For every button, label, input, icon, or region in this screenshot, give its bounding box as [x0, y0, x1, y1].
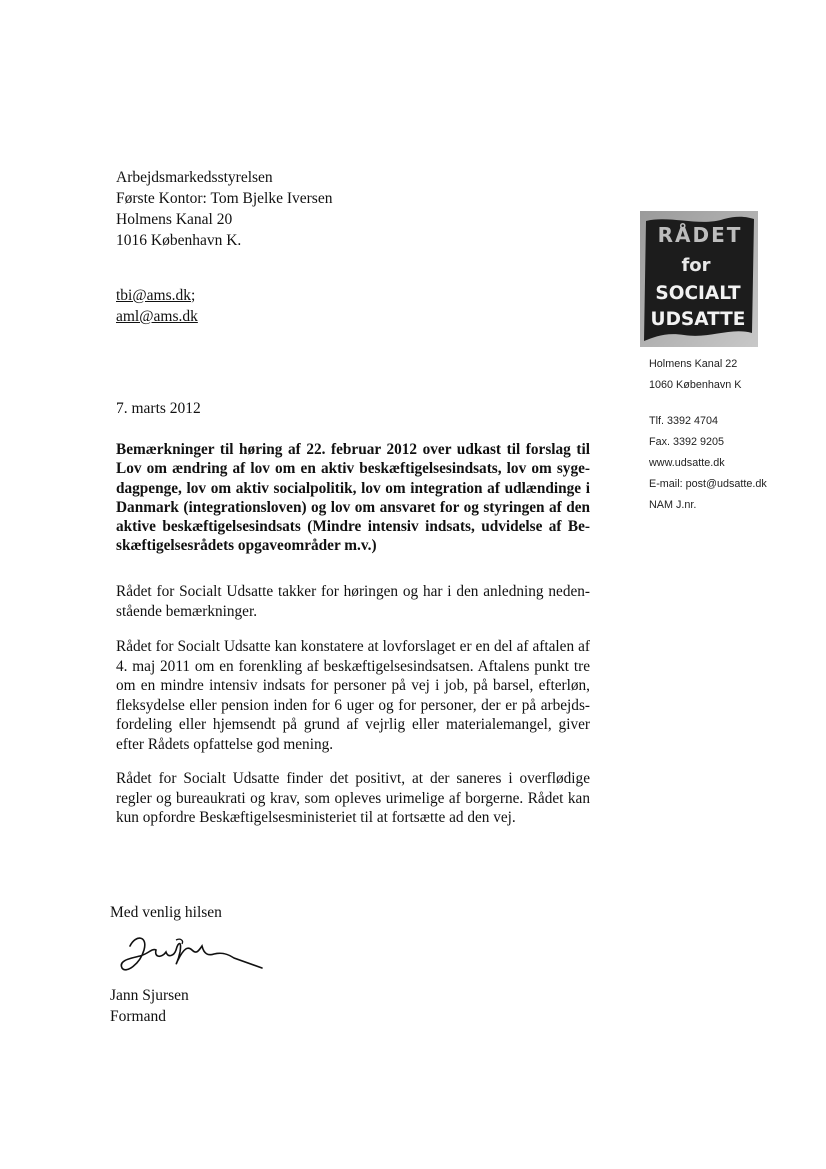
logo-text-4: UDSATTE [650, 309, 746, 330]
organization-logo [640, 211, 758, 347]
paragraph-2: Rådet for Socialt Udsatte kan konstatere at lovforslaget er en del af aftalen af 4. maj 2011 om en forenkling af beskæftigelsesindsatsen. Aftalens punkt tre om en mindre intensiv indsats for personer på vej i job, på barsel, efterløn, fleksydelse eller pension inden for 6 uger og for personer, der er på arbejds-fordeling eller hjemsendt på grund af vejrlig eller materialemangel, giver efter Rådets opfattelse god mening. [116, 638, 590, 753]
sender-email[interactable]: E-mail: post@udsatte.dk [649, 478, 767, 490]
sender-contact [649, 411, 767, 516]
closing: Med venlig hilsen [110, 904, 222, 921]
recipient-address [116, 167, 332, 251]
sender-street: Holmens Kanal 22 [649, 358, 738, 370]
letter-date: 7. marts 2012 [116, 400, 201, 417]
sender-address [649, 354, 741, 396]
letter-subject: Bemærkninger til høring af 22. februar 2012 over udkast til forslag til Lov om ændring af lov om en aktiv beskæftigelsesindsats, lov om syge-dagpenge, lov om aktiv socialpolitik, lov om integration af udlændinge i Danmark (integrationsloven) og lov om ansvaret for og styringen af den aktive beskæftigelsesindsats (Mindre intensiv indsats, udvidelse af Be-skæftigelsesrådets opgaveområder m.v.) [116, 441, 590, 555]
email-link-aml[interactable]: aml@ams.dk [116, 308, 198, 325]
sender-fax: Fax. 3392 9205 [649, 436, 725, 448]
sender-website[interactable]: www.udsatte.dk [649, 457, 725, 469]
recipient-emails [116, 285, 198, 327]
signer-name: Jann Sjursen [110, 987, 189, 1004]
recipient-city: 1016 København K. [116, 232, 242, 249]
sender-reference: NAM J.nr. [649, 499, 697, 511]
logo-text-2: for [681, 255, 711, 276]
sender-city: 1060 København K [649, 379, 742, 391]
recipient-org: Arbejdsmarkedsstyrelsen [116, 169, 273, 186]
logo-text-1: RÅDET [657, 223, 743, 247]
email-link-tbi[interactable]: tbi@ams.dk [116, 287, 191, 304]
signature-image [118, 928, 268, 978]
sender-phone: Tlf. 3392 4704 [649, 415, 719, 427]
paragraph-1: Rådet for Socialt Udsatte takker for høringen og har i den anledning neden-stående bemærkninger. [116, 583, 590, 620]
recipient-contact: Første Kontor: Tom Bjelke Iversen [116, 190, 333, 207]
email-separator: ; [190, 287, 196, 304]
recipient-street: Holmens Kanal 20 [116, 211, 233, 228]
signer [110, 985, 189, 1027]
signer-title: Formand [110, 1008, 166, 1025]
paragraph-3: Rådet for Socialt Udsatte finder det positivt, at der saneres i overflødige regler og bureaukrati og krav, som opleves urimelige af borgerne. Rådet kan kun opfordre Beskæftigelsesministeriet til at fortsætte ad den vej. [116, 770, 590, 827]
logo-text-3: SOCIALT [655, 283, 741, 304]
